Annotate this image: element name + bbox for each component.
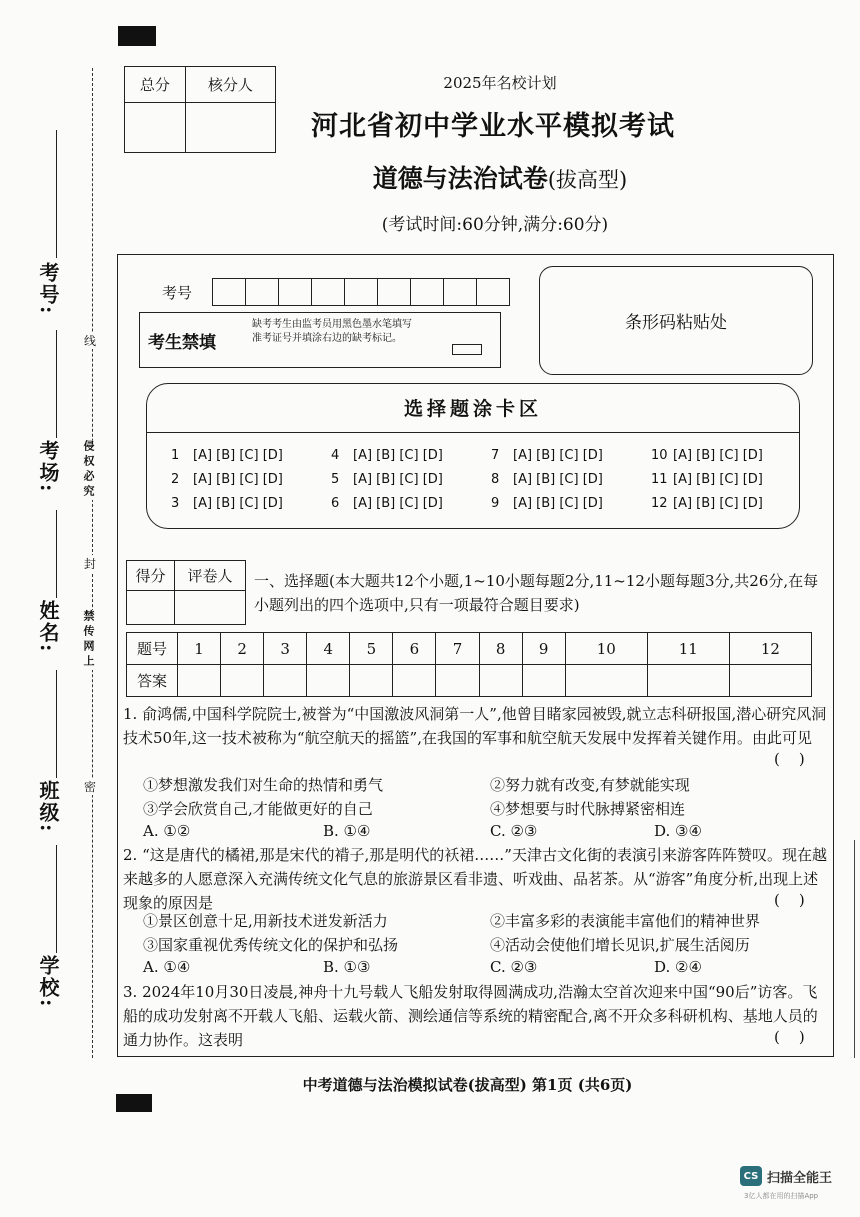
question-1-choice-a[interactable]: A. ①② bbox=[143, 822, 191, 840]
absent-mark-checkbox[interactable] bbox=[452, 344, 482, 355]
choice-card-title: 选择题涂卡区 bbox=[403, 398, 542, 420]
exam-info: (考试时间:60分钟,满分:60分) bbox=[381, 215, 609, 235]
question-2-item-1: ①景区创意十足,用新技术迸发新活力 bbox=[143, 912, 388, 930]
scanner-brand: 扫描全能王 bbox=[767, 1171, 833, 1186]
exam-number-digit[interactable] bbox=[279, 278, 312, 306]
card-item-12[interactable]: 12 [A] [B] [C] [D] bbox=[651, 496, 763, 511]
question-2-choice-b[interactable]: B. ①③ bbox=[323, 958, 371, 976]
absent-note: 缺考考生由监考员用黑色墨水笔填写准考证号并填涂右边的缺考标记。 bbox=[252, 319, 412, 344]
question-2-choice-a[interactable]: A. ①④ bbox=[143, 958, 191, 976]
subtitle-main: 道德与法治试卷 bbox=[372, 164, 548, 193]
question-2-bracket: ( ) bbox=[774, 891, 805, 909]
question-number-cell: 7 bbox=[436, 633, 479, 665]
question-1-choice-b[interactable]: B. ①④ bbox=[323, 822, 371, 840]
section-score-box bbox=[126, 560, 246, 625]
question-1-bracket: ( ) bbox=[774, 750, 805, 768]
side-label-school: 学校: bbox=[36, 955, 60, 1009]
question-1-item-3: ③学会欣赏自己,才能做更好的自己 bbox=[143, 800, 373, 818]
card-item-1[interactable]: 1 [A] [B] [C] [D] bbox=[171, 448, 283, 463]
total-score-label: 总分 bbox=[125, 67, 186, 103]
paper-subtitle bbox=[0, 159, 860, 195]
answer-cell[interactable] bbox=[565, 665, 647, 697]
question-3-bracket: ( ) bbox=[774, 1028, 805, 1046]
question-1-stem: 1. 俞鸿儒,中国科学院院士,被誉为“中国激波风洞第一人”,他曾目睹家园被毁,就立志科研报国,潜心研究风洞技术50年,这一技术被称为“航空航天的摇篮”,在我国的军事和航空航天发展中发挥着关键作用。由此可见 bbox=[123, 705, 827, 747]
question-1-item-2: ②努力就有改变,有梦就能实现 bbox=[490, 776, 690, 794]
year-line: 2025年名校计划 bbox=[443, 74, 557, 92]
exam-number-digit[interactable] bbox=[212, 278, 246, 306]
answer-table-header: 题号 bbox=[127, 633, 178, 665]
question-1-item-4: ④梦想要与时代脉搏紧密相连 bbox=[490, 800, 686, 818]
answer-cell[interactable] bbox=[350, 665, 393, 697]
question-2-item-2: ②丰富多彩的表演能丰富他们的精神世界 bbox=[490, 912, 761, 930]
question-3-stem: 3. 2024年10月30日凌晨,神舟十九号载人飞船发射取得圆满成功,浩瀚太空首次迎来中国“90后”访客。飞船的成功发射离不开载人飞船、运载火箭、测绘通信等系统的精密配合,离不开众多科研机构、基地人员的通力协作。这表明 bbox=[123, 983, 818, 1049]
answer-cell[interactable] bbox=[729, 665, 811, 697]
side-label-name: 姓名: bbox=[36, 600, 60, 654]
question-2-choice-d[interactable]: D. ②④ bbox=[654, 958, 702, 976]
question-1-choice-d[interactable]: D. ③④ bbox=[654, 822, 702, 840]
exam-title: 河北省初中学业水平模拟考试 bbox=[311, 111, 675, 142]
exam-number-label: 考号 bbox=[162, 284, 193, 302]
question-2-choice-c[interactable]: C. ②③ bbox=[490, 958, 538, 976]
question-number-cell: 12 bbox=[729, 633, 811, 665]
side-label-exam-room: 考场: bbox=[36, 440, 60, 494]
answer-cell[interactable] bbox=[221, 665, 264, 697]
score-checker-label: 核分人 bbox=[185, 67, 275, 103]
question-number-cell: 6 bbox=[393, 633, 436, 665]
section-instruction: 一、选择题(本大题共12个小题,1~10小题每题2分,11~12小题每题3分,共26分,在每小题列出的四个选项中,只有一项最符合题目要求) bbox=[254, 572, 819, 614]
barcode-label: 条形码粘贴处 bbox=[625, 313, 727, 333]
question-number-cell: 3 bbox=[264, 633, 307, 665]
card-item-2[interactable]: 2 [A] [B] [C] [D] bbox=[171, 472, 283, 487]
card-item-5[interactable]: 5 [A] [B] [C] [D] bbox=[331, 472, 443, 487]
scan-edge-line bbox=[854, 840, 855, 1058]
exam-number-digit[interactable] bbox=[345, 278, 378, 306]
card-item-9[interactable]: 9 [A] [B] [C] [D] bbox=[491, 496, 603, 511]
question-2-stem: 2. “这是唐代的橘裙,那是宋代的褙子,那是明代的袄裙……”天津古文化街的表演引来游客阵阵赞叹。现在越来越多的人愿意深入充满传统文化气息的旅游景区看非遗、听戏曲、品茗茶。从“游客”角度分析,出现上述现象的原因是 bbox=[123, 846, 827, 912]
scanner-tagline: 3亿人都在用的扫描App bbox=[744, 1192, 819, 1200]
registration-mark-bottom bbox=[116, 1094, 152, 1112]
question-1-choice-c[interactable]: C. ②③ bbox=[490, 822, 538, 840]
exam-number-digit[interactable] bbox=[477, 278, 510, 306]
exam-number-digit[interactable] bbox=[246, 278, 279, 306]
exam-number-digit[interactable] bbox=[378, 278, 411, 306]
card-item-8[interactable]: 8 [A] [B] [C] [D] bbox=[491, 472, 603, 487]
section-grader-label: 评卷人 bbox=[174, 561, 245, 591]
exam-number-digit[interactable] bbox=[312, 278, 345, 306]
section-score-label: 得分 bbox=[127, 561, 175, 591]
exam-number-digit[interactable] bbox=[444, 278, 477, 306]
line-char-feng: 封 bbox=[84, 557, 97, 571]
side-label-class: 班级: bbox=[36, 780, 60, 834]
page-footer: 中考道德与法治模拟试卷(拔高型) 第1页 (共6页) bbox=[302, 1076, 633, 1094]
question-number-cell: 2 bbox=[221, 633, 264, 665]
answer-cell[interactable] bbox=[307, 665, 350, 697]
answer-table bbox=[126, 632, 812, 697]
question-number-cell: 4 bbox=[307, 633, 350, 665]
registration-mark-top bbox=[118, 26, 156, 46]
question-number-cell: 11 bbox=[647, 633, 729, 665]
no-upload-notice: 禁传网上 bbox=[82, 610, 95, 670]
question-number-cell: 1 bbox=[178, 633, 221, 665]
question-number-cell: 9 bbox=[522, 633, 565, 665]
question-number-cell: 10 bbox=[565, 633, 647, 665]
exam-number-boxes[interactable] bbox=[212, 278, 510, 306]
scanner-logo-icon: CS bbox=[740, 1166, 762, 1186]
question-2-item-4: ④活动会使他们增长见识,扩展生活阅历 bbox=[490, 936, 750, 954]
answer-cell[interactable] bbox=[647, 665, 729, 697]
card-item-11[interactable]: 11 [A] [B] [C] [D] bbox=[651, 472, 763, 487]
answer-cell[interactable] bbox=[522, 665, 565, 697]
side-line-4 bbox=[56, 670, 57, 778]
line-char-mi: 密 bbox=[84, 780, 97, 794]
side-line-5 bbox=[56, 845, 57, 953]
card-item-7[interactable]: 7 [A] [B] [C] [D] bbox=[491, 448, 603, 463]
absent-title: 考生禁填 bbox=[148, 333, 216, 353]
answer-cell[interactable] bbox=[479, 665, 522, 697]
side-line-2 bbox=[56, 330, 57, 438]
answer-cell[interactable] bbox=[436, 665, 479, 697]
question-number-cell: 8 bbox=[479, 633, 522, 665]
side-label-exam-number: 考号: bbox=[36, 262, 60, 316]
section-score-cell[interactable] bbox=[127, 591, 175, 625]
answer-cell[interactable] bbox=[264, 665, 307, 697]
exam-number-digit[interactable] bbox=[411, 278, 444, 306]
card-item-3[interactable]: 3 [A] [B] [C] [D] bbox=[171, 496, 283, 511]
answer-row-label: 答案 bbox=[127, 665, 178, 697]
card-item-4[interactable]: 4 [A] [B] [C] [D] bbox=[331, 448, 443, 463]
choice-card bbox=[146, 383, 800, 529]
scanner-watermark bbox=[740, 1166, 852, 1208]
side-line-3 bbox=[56, 510, 57, 598]
absent-box bbox=[139, 312, 501, 368]
question-1-item-1: ①梦想激发我们对生命的热情和勇气 bbox=[143, 776, 384, 794]
question-number-cell: 5 bbox=[350, 633, 393, 665]
rights-notice: 侵权必究 bbox=[82, 440, 95, 500]
card-item-6[interactable]: 6 [A] [B] [C] [D] bbox=[331, 496, 443, 511]
answer-cell[interactable] bbox=[393, 665, 436, 697]
line-char-xian: 线 bbox=[84, 334, 97, 348]
choice-card-divider bbox=[147, 432, 799, 433]
section-grader-cell[interactable] bbox=[174, 591, 245, 625]
answer-cell[interactable] bbox=[178, 665, 221, 697]
barcode-area bbox=[539, 266, 813, 375]
subtitle-paren: (拔高型) bbox=[547, 168, 628, 192]
card-item-10[interactable]: 10 [A] [B] [C] [D] bbox=[651, 448, 763, 463]
question-2-item-3: ③国家重视优秀传统文化的保护和弘扬 bbox=[143, 936, 399, 954]
